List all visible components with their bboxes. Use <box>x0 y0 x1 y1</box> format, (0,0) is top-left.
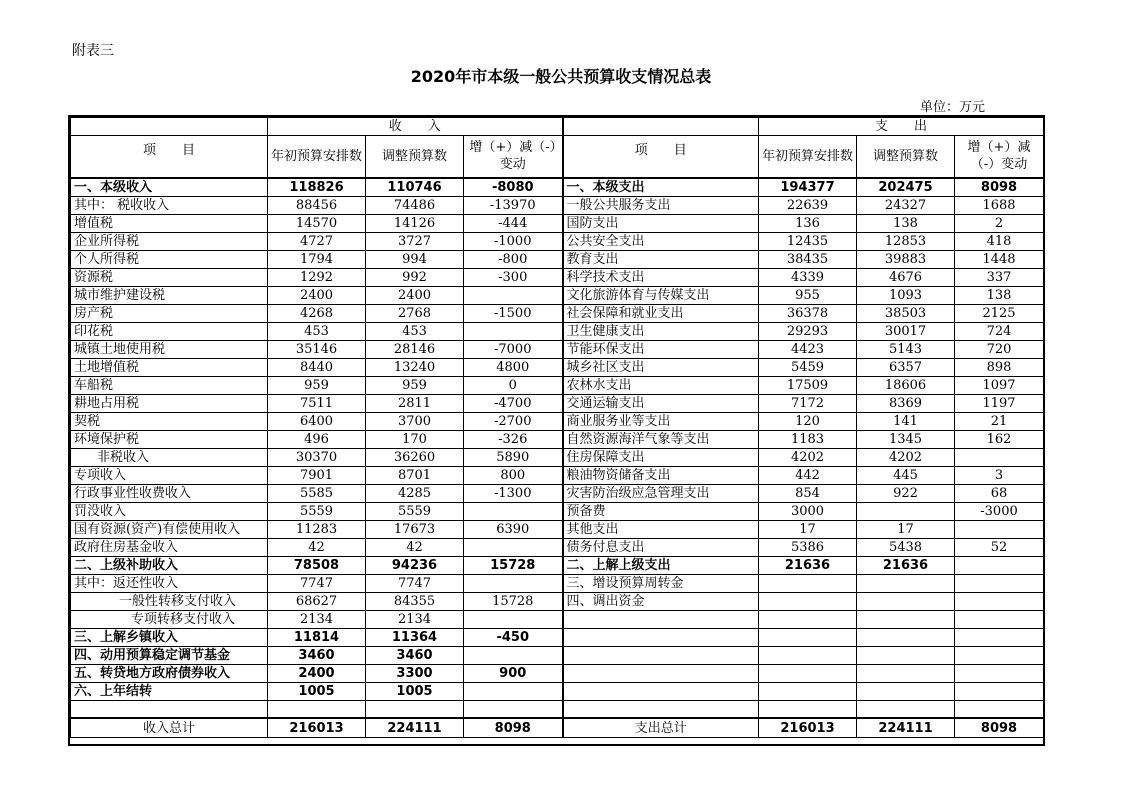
expense-change-cell <box>955 610 1044 628</box>
income-item-cell: 契税 <box>71 412 268 430</box>
expense-adjusted-cell <box>857 592 955 610</box>
income-change-cell: -4700 <box>464 394 563 412</box>
expense-change-cell: 138 <box>955 286 1044 304</box>
expense-adjusted-cell <box>857 700 955 718</box>
income-item-cell: 一、本级收入 <box>71 178 268 197</box>
income-adjusted-cell: 17673 <box>366 520 464 538</box>
expense-change-cell: 68 <box>955 484 1044 502</box>
income-change-cell: -450 <box>464 628 563 646</box>
income-item-cell: 其中：返还性收入 <box>71 574 268 592</box>
expense-change-cell: 52 <box>955 538 1044 556</box>
expense-initial-cell: 17509 <box>759 376 857 394</box>
income-item-cell: 增值税 <box>71 214 268 232</box>
income-adjusted-cell: 110746 <box>366 178 464 197</box>
expense-initial-cell: 120 <box>759 412 857 430</box>
page-title: 2020年市本级一般公共预算收支情况总表 <box>410 67 712 86</box>
income-adjusted-cell: 7747 <box>366 574 464 592</box>
expense-item-header: 项目 <box>563 136 759 178</box>
expense-adjusted-cell: 17 <box>857 520 955 538</box>
income-item-cell: 六、上年结转 <box>71 682 268 700</box>
income-initial-cell <box>268 700 366 718</box>
expense-item-cell: 债务付息支出 <box>563 538 759 556</box>
expense-item-cell: 一、本级支出 <box>563 178 759 197</box>
expense-adjusted-cell: 21636 <box>857 556 955 574</box>
income-adjusted-cell: 74486 <box>366 196 464 214</box>
table-row <box>71 520 1044 538</box>
expense-change-cell: 1448 <box>955 250 1044 268</box>
income-total-change: 8098 <box>464 718 563 738</box>
expense-initial-cell: 29293 <box>759 322 857 340</box>
income-adjusted-cell: 8701 <box>366 466 464 484</box>
expense-item-cell: 社会保障和就业支出 <box>563 304 759 322</box>
income-change-cell: 15728 <box>464 556 563 574</box>
table-row <box>71 700 1044 718</box>
income-adjusted-cell: 28146 <box>366 340 464 358</box>
income-change-cell: 800 <box>464 466 563 484</box>
expense-group-header: 支出 <box>759 118 1044 136</box>
expense-initial-cell: 854 <box>759 484 857 502</box>
expense-adjusted-cell: 39883 <box>857 250 955 268</box>
income-change-cell: 900 <box>464 664 563 682</box>
income-adjusted-cell: 2134 <box>366 610 464 628</box>
income-change-cell: -13970 <box>464 196 563 214</box>
income-total-adjusted: 224111 <box>366 718 464 738</box>
table-row <box>71 232 1044 250</box>
income-item-cell: 土地增值税 <box>71 358 268 376</box>
expense-initial-cell <box>759 646 857 664</box>
table-row <box>71 268 1044 286</box>
expense-change-header: 增（+）减（-）变动 <box>955 136 1044 178</box>
income-initial-cell: 496 <box>268 430 366 448</box>
income-adjusted-cell: 1005 <box>366 682 464 700</box>
expense-change-cell <box>955 664 1044 682</box>
expense-initial-cell: 955 <box>759 286 857 304</box>
income-adjusted-cell: 453 <box>366 322 464 340</box>
expense-change-cell <box>955 700 1044 718</box>
table-row <box>71 412 1044 430</box>
expense-item-cell: 科学技术支出 <box>563 268 759 286</box>
income-total-label: 收入总计 <box>71 718 268 738</box>
income-adjusted-cell: 3727 <box>366 232 464 250</box>
expense-change-cell <box>955 520 1044 538</box>
unit-label: 单位：万元 <box>920 100 986 115</box>
table-row <box>71 448 1044 466</box>
expense-adjusted-cell <box>857 664 955 682</box>
income-change-cell <box>464 322 563 340</box>
income-initial-cell: 8440 <box>268 358 366 376</box>
header-blank-left <box>71 118 268 136</box>
table-row <box>71 466 1044 484</box>
expense-adjusted-cell: 202475 <box>857 178 955 197</box>
expense-initial-cell: 36378 <box>759 304 857 322</box>
income-initial-cell: 2134 <box>268 610 366 628</box>
income-change-cell: -444 <box>464 214 563 232</box>
expense-initial-cell: 5459 <box>759 358 857 376</box>
expense-adjusted-cell: 8369 <box>857 394 955 412</box>
expense-adjusted-cell: 1093 <box>857 286 955 304</box>
income-initial-cell: 959 <box>268 376 366 394</box>
expense-total-change: 8098 <box>955 718 1044 738</box>
expense-adjusted-cell: 12853 <box>857 232 955 250</box>
income-change-cell: -1300 <box>464 484 563 502</box>
income-initial-cell: 2400 <box>268 286 366 304</box>
expense-item-cell: 预备费 <box>563 502 759 520</box>
income-initial-cell: 14570 <box>268 214 366 232</box>
income-adjusted-cell: 2768 <box>366 304 464 322</box>
table-row <box>71 376 1044 394</box>
expense-initial-cell: 7172 <box>759 394 857 412</box>
income-item-cell: 个人所得税 <box>71 250 268 268</box>
income-item-cell: 五、转贷地方政府债券收入 <box>71 664 268 682</box>
expense-adjusted-cell: 5438 <box>857 538 955 556</box>
income-initial-cell: 88456 <box>268 196 366 214</box>
expense-adjusted-cell: 141 <box>857 412 955 430</box>
income-initial-cell: 1292 <box>268 268 366 286</box>
income-initial-cell: 78508 <box>268 556 366 574</box>
table-row <box>71 286 1044 304</box>
expense-initial-cell: 442 <box>759 466 857 484</box>
income-initial-cell: 35146 <box>268 340 366 358</box>
expense-initial-cell <box>759 664 857 682</box>
expense-item-cell: 卫生健康支出 <box>563 322 759 340</box>
income-item-cell: 城镇土地使用税 <box>71 340 268 358</box>
expense-item-cell: 自然资源海洋气象等支出 <box>563 430 759 448</box>
header-blank-right <box>563 118 759 136</box>
income-item-cell: 房产税 <box>71 304 268 322</box>
income-adjusted-cell: 3700 <box>366 412 464 430</box>
expense-initial-cell <box>759 592 857 610</box>
income-adjusted-cell: 36260 <box>366 448 464 466</box>
income-adjusted-cell: 94236 <box>366 556 464 574</box>
expense-change-cell <box>955 574 1044 592</box>
expense-change-cell <box>955 628 1044 646</box>
income-change-cell <box>464 502 563 520</box>
budget-table <box>70 117 1044 738</box>
income-change-cell: -7000 <box>464 340 563 358</box>
income-initial-cell: 68627 <box>268 592 366 610</box>
table-row <box>71 340 1044 358</box>
income-adjusted-cell: 11364 <box>366 628 464 646</box>
expense-initial-cell: 1183 <box>759 430 857 448</box>
expense-change-cell: 3 <box>955 466 1044 484</box>
expense-item-cell: 教育支出 <box>563 250 759 268</box>
income-initial-header: 年初预算安排数 <box>268 136 366 178</box>
expense-change-cell: 898 <box>955 358 1044 376</box>
income-item-cell: 印花税 <box>71 322 268 340</box>
expense-item-cell: 国防支出 <box>563 214 759 232</box>
expense-adjusted-cell <box>857 610 955 628</box>
table-row <box>71 664 1044 682</box>
table-row <box>71 646 1044 664</box>
expense-item-cell <box>563 628 759 646</box>
income-item-cell: 二、上级补助收入 <box>71 556 268 574</box>
appendix-label: 附表三 <box>72 43 114 59</box>
income-change-cell: -800 <box>464 250 563 268</box>
income-item-cell: 企业所得税 <box>71 232 268 250</box>
expense-item-cell <box>563 664 759 682</box>
income-item-cell: 耕地占用税 <box>71 394 268 412</box>
income-change-cell <box>464 700 563 718</box>
income-item-header: 项目 <box>71 136 268 178</box>
expense-adjusted-cell <box>857 682 955 700</box>
income-initial-cell: 1005 <box>268 682 366 700</box>
income-change-cell <box>464 682 563 700</box>
expense-initial-cell: 12435 <box>759 232 857 250</box>
expense-initial-header: 年初预算安排数 <box>759 136 857 178</box>
expense-item-cell: 商业服务业等支出 <box>563 412 759 430</box>
expense-adjusted-cell <box>857 502 955 520</box>
income-change-cell: -300 <box>464 268 563 286</box>
expense-change-cell: 8098 <box>955 178 1044 197</box>
expense-item-cell: 其他支出 <box>563 520 759 538</box>
expense-adjusted-cell: 445 <box>857 466 955 484</box>
income-adjusted-cell: 4285 <box>366 484 464 502</box>
income-change-cell: -8080 <box>464 178 563 197</box>
expense-change-cell: -3000 <box>955 502 1044 520</box>
expense-change-cell <box>955 556 1044 574</box>
income-initial-cell: 2400 <box>268 664 366 682</box>
income-item-cell: 行政事业性收费收入 <box>71 484 268 502</box>
table-row <box>71 322 1044 340</box>
expense-item-cell: 粮油物资储备支出 <box>563 466 759 484</box>
income-item-cell: 罚没收入 <box>71 502 268 520</box>
expense-total-label: 支出总计 <box>563 718 759 738</box>
expense-item-cell <box>563 682 759 700</box>
expense-change-cell <box>955 448 1044 466</box>
expense-item-cell: 交通运输支出 <box>563 394 759 412</box>
income-adjusted-cell: 84355 <box>366 592 464 610</box>
income-initial-cell: 5585 <box>268 484 366 502</box>
income-initial-cell: 3460 <box>268 646 366 664</box>
expense-initial-cell <box>759 574 857 592</box>
income-adjusted-cell: 2400 <box>366 286 464 304</box>
income-item-cell: 四、动用预算稳定调节基金 <box>71 646 268 664</box>
expense-adjusted-cell: 4676 <box>857 268 955 286</box>
expense-initial-cell: 4202 <box>759 448 857 466</box>
income-initial-cell: 6400 <box>268 412 366 430</box>
income-group-header: 收入 <box>268 118 563 136</box>
income-change-cell <box>464 286 563 304</box>
expense-initial-cell: 136 <box>759 214 857 232</box>
expense-initial-cell <box>759 610 857 628</box>
expense-change-cell: 1688 <box>955 196 1044 214</box>
table-row <box>71 628 1044 646</box>
income-adjusted-cell: 3460 <box>366 646 464 664</box>
income-item-cell <box>71 700 268 718</box>
table-row <box>71 430 1044 448</box>
income-adjusted-cell: 170 <box>366 430 464 448</box>
income-change-cell: -326 <box>464 430 563 448</box>
income-adjusted-cell: 2811 <box>366 394 464 412</box>
income-item-cell: 国有资源(资产)有偿使用收入 <box>71 520 268 538</box>
income-item-cell: 资源税 <box>71 268 268 286</box>
income-item-cell: 专项转移支付收入 <box>71 610 268 628</box>
expense-adjusted-cell: 5143 <box>857 340 955 358</box>
income-item-cell: 政府住房基金收入 <box>71 538 268 556</box>
expense-adjusted-cell <box>857 574 955 592</box>
expense-initial-cell: 5386 <box>759 538 857 556</box>
income-change-cell <box>464 574 563 592</box>
expense-change-cell: 337 <box>955 268 1044 286</box>
expense-change-cell: 162 <box>955 430 1044 448</box>
income-adjusted-cell: 13240 <box>366 358 464 376</box>
expense-change-cell: 2125 <box>955 304 1044 322</box>
expense-item-cell <box>563 700 759 718</box>
income-adjusted-cell: 3300 <box>366 664 464 682</box>
expense-adjusted-cell: 922 <box>857 484 955 502</box>
expense-item-cell: 城乡社区支出 <box>563 358 759 376</box>
table-row <box>71 250 1044 268</box>
table-row <box>71 178 1044 197</box>
expense-change-cell: 21 <box>955 412 1044 430</box>
income-change-cell: 0 <box>464 376 563 394</box>
income-item-cell: 城市维护建设税 <box>71 286 268 304</box>
expense-adjusted-cell <box>857 646 955 664</box>
expense-initial-cell: 4423 <box>759 340 857 358</box>
expense-adjusted-cell: 30017 <box>857 322 955 340</box>
income-change-cell: -2700 <box>464 412 563 430</box>
income-initial-cell: 30370 <box>268 448 366 466</box>
income-change-cell: 6390 <box>464 520 563 538</box>
table-row <box>71 610 1044 628</box>
income-initial-cell: 1794 <box>268 250 366 268</box>
expense-initial-cell: 17 <box>759 520 857 538</box>
table-row <box>71 502 1044 520</box>
table-row <box>71 574 1044 592</box>
income-change-cell <box>464 646 563 664</box>
expense-item-cell: 节能环保支出 <box>563 340 759 358</box>
expense-initial-cell: 21636 <box>759 556 857 574</box>
expense-item-cell: 文化旅游体育与传媒支出 <box>563 286 759 304</box>
expense-item-cell: 公共安全支出 <box>563 232 759 250</box>
table-row <box>71 394 1044 412</box>
income-item-cell: 非税收入 <box>71 448 268 466</box>
expense-initial-cell: 38435 <box>759 250 857 268</box>
income-adjusted-cell: 959 <box>366 376 464 394</box>
expense-adjusted-cell: 1345 <box>857 430 955 448</box>
expense-adjusted-cell: 24327 <box>857 196 955 214</box>
table-body <box>71 178 1044 718</box>
expense-change-cell: 2 <box>955 214 1044 232</box>
expense-initial-cell <box>759 700 857 718</box>
expense-item-cell: 三、增设预算周转金 <box>563 574 759 592</box>
table-row <box>71 304 1044 322</box>
expense-change-cell <box>955 646 1044 664</box>
table-row <box>71 592 1044 610</box>
expense-item-cell <box>563 610 759 628</box>
income-item-cell: 一般性转移支付收入 <box>71 592 268 610</box>
expense-item-cell: 一般公共服务支出 <box>563 196 759 214</box>
income-item-cell: 其中： 税收收入 <box>71 196 268 214</box>
table-row <box>71 196 1044 214</box>
income-initial-cell: 7511 <box>268 394 366 412</box>
table-row <box>71 214 1044 232</box>
income-change-cell <box>464 538 563 556</box>
income-initial-cell: 7747 <box>268 574 366 592</box>
income-adjusted-header: 调整预算数 <box>366 136 464 178</box>
expense-item-cell: 四、调出资金 <box>563 592 759 610</box>
income-total-initial: 216013 <box>268 718 366 738</box>
income-change-cell: 4800 <box>464 358 563 376</box>
income-initial-cell: 453 <box>268 322 366 340</box>
expense-change-cell <box>955 682 1044 700</box>
expense-adjusted-cell: 138 <box>857 214 955 232</box>
expense-item-cell: 住房保障支出 <box>563 448 759 466</box>
expense-adjusted-cell: 38503 <box>857 304 955 322</box>
expense-change-cell: 1197 <box>955 394 1044 412</box>
income-adjusted-cell: 994 <box>366 250 464 268</box>
expense-change-cell: 720 <box>955 340 1044 358</box>
table-row <box>71 682 1044 700</box>
expense-change-cell: 724 <box>955 322 1044 340</box>
expense-item-cell: 二、上解上级支出 <box>563 556 759 574</box>
income-item-cell: 环境保护税 <box>71 430 268 448</box>
income-initial-cell: 118826 <box>268 178 366 197</box>
expense-initial-cell <box>759 682 857 700</box>
income-initial-cell: 7901 <box>268 466 366 484</box>
income-initial-cell: 5559 <box>268 502 366 520</box>
expense-initial-cell: 194377 <box>759 178 857 197</box>
income-initial-cell: 4268 <box>268 304 366 322</box>
income-change-cell: -1000 <box>464 232 563 250</box>
income-adjusted-cell: 5559 <box>366 502 464 520</box>
expense-initial-cell <box>759 628 857 646</box>
expense-adjusted-cell: 4202 <box>857 448 955 466</box>
expense-item-cell: 农林水支出 <box>563 376 759 394</box>
income-change-cell <box>464 610 563 628</box>
table-row <box>71 556 1044 574</box>
income-initial-cell: 11283 <box>268 520 366 538</box>
income-adjusted-cell: 992 <box>366 268 464 286</box>
table-row <box>71 358 1044 376</box>
income-item-cell: 专项收入 <box>71 466 268 484</box>
expense-change-cell <box>955 592 1044 610</box>
expense-adjusted-cell <box>857 628 955 646</box>
expense-initial-cell: 3000 <box>759 502 857 520</box>
income-adjusted-cell: 14126 <box>366 214 464 232</box>
income-initial-cell: 11814 <box>268 628 366 646</box>
expense-total-initial: 216013 <box>759 718 857 738</box>
expense-change-cell: 418 <box>955 232 1044 250</box>
income-change-cell: -1500 <box>464 304 563 322</box>
income-change-cell: 15728 <box>464 592 563 610</box>
income-adjusted-cell <box>366 700 464 718</box>
expense-change-cell: 1097 <box>955 376 1044 394</box>
income-change-cell: 5890 <box>464 448 563 466</box>
expense-adjusted-cell: 18606 <box>857 376 955 394</box>
expense-initial-cell: 22639 <box>759 196 857 214</box>
expense-adjusted-cell: 6357 <box>857 358 955 376</box>
income-adjusted-cell: 42 <box>366 538 464 556</box>
income-item-cell: 车船税 <box>71 376 268 394</box>
expense-item-cell <box>563 646 759 664</box>
expense-initial-cell: 4339 <box>759 268 857 286</box>
income-change-header: 增（+）减（-）变动 <box>464 136 563 178</box>
table-row <box>71 538 1044 556</box>
expense-item-cell: 灾害防治级应急管理支出 <box>563 484 759 502</box>
income-item-cell: 三、上解乡镇收入 <box>71 628 268 646</box>
income-initial-cell: 42 <box>268 538 366 556</box>
income-initial-cell: 4727 <box>268 232 366 250</box>
expense-adjusted-header: 调整预算数 <box>857 136 955 178</box>
table-row <box>71 484 1044 502</box>
expense-total-adjusted: 224111 <box>857 718 955 738</box>
